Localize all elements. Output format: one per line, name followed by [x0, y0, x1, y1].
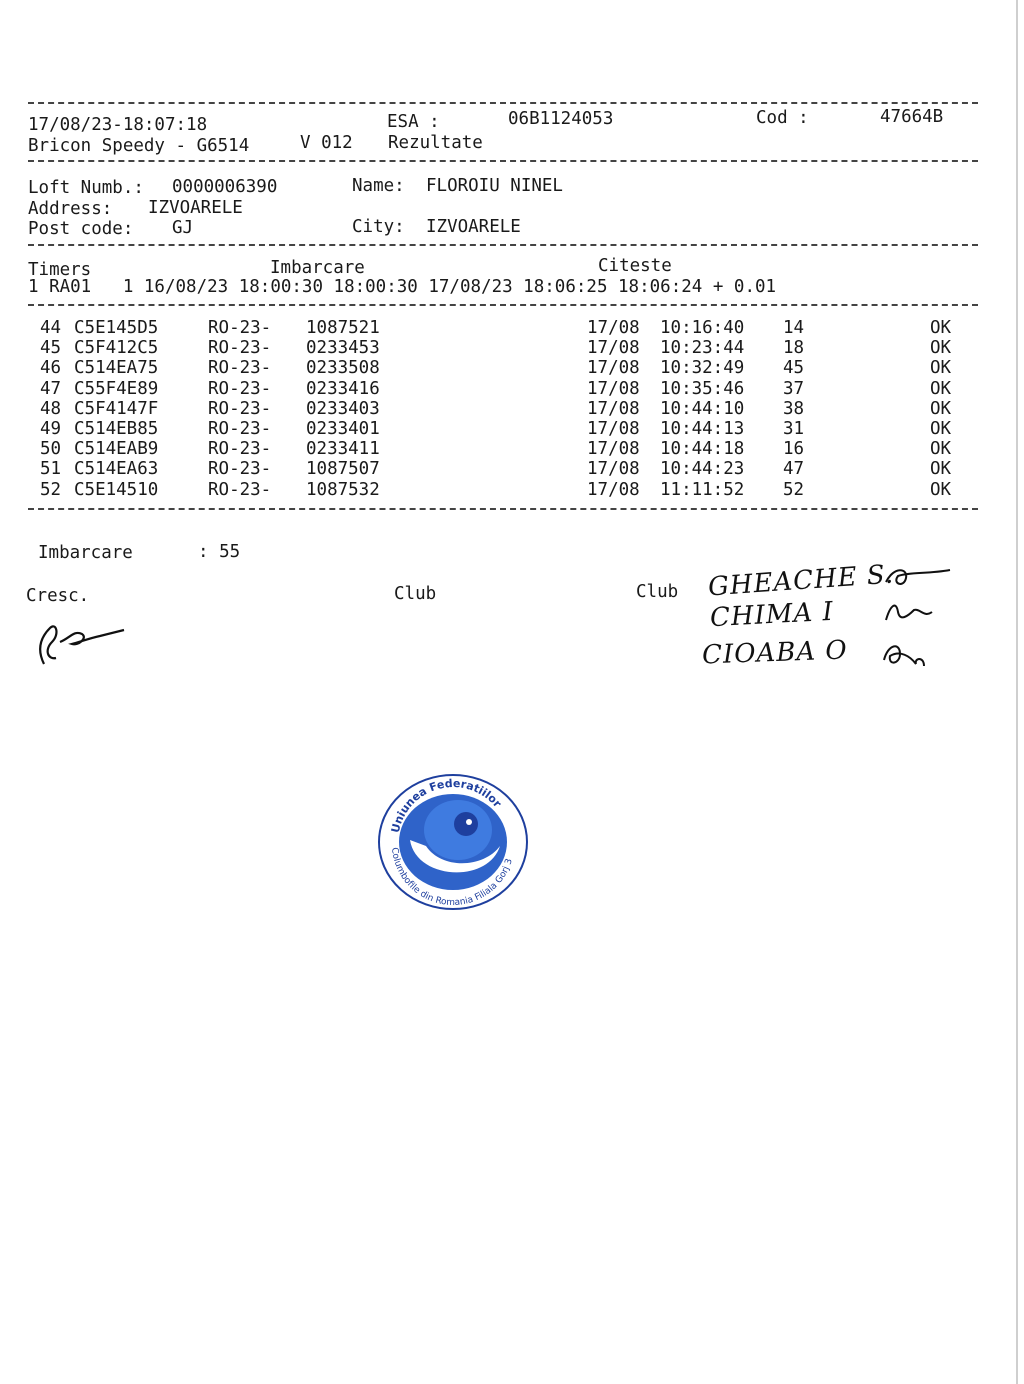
- status-ok: OK: [930, 318, 952, 338]
- ring-prefix: RO-23-: [208, 318, 272, 338]
- arrival-time: 10:35:46: [660, 378, 745, 399]
- separator: [28, 102, 978, 104]
- ring-prefix: RO-23-: [208, 419, 272, 439]
- table-row: [0, 358, 1024, 378]
- cresc-label: Cresc.: [26, 586, 90, 606]
- ring-number: 0233411: [306, 439, 380, 460]
- esa-value: 06B1124053: [508, 109, 614, 129]
- cresc-signature: [30, 608, 130, 670]
- ring-number: 1087521: [306, 318, 380, 338]
- row-number: 50: [40, 439, 62, 460]
- position: 18: [783, 338, 805, 359]
- arrival-date: 17/08: [587, 338, 640, 359]
- table-row: [0, 399, 1024, 419]
- device-version: V 012: [300, 133, 353, 153]
- arrival-date: 17/08: [587, 419, 640, 439]
- arrival-date: 17/08: [587, 358, 640, 379]
- city-value: IZVOARELE: [426, 217, 521, 237]
- status-ok: OK: [930, 338, 952, 359]
- arrival-time: 11:11:52: [660, 479, 745, 500]
- row-number: 49: [40, 419, 62, 439]
- stamp-text-top: Uniunea Federatiilor: [388, 776, 504, 835]
- timers-label: Timers: [28, 260, 92, 280]
- arrival-date: 17/08: [587, 459, 640, 480]
- status-ok: OK: [930, 479, 952, 500]
- address-label: Address:: [28, 199, 113, 219]
- arrival-time: 10:32:49: [660, 358, 745, 379]
- chip-id: C514EA63: [74, 459, 159, 480]
- handwritten-name: CIOABA O: [701, 635, 849, 671]
- club-label: Club: [394, 584, 437, 604]
- stamp-text-bottom: Columbofile din Romania Filiala Gorj 3: [389, 846, 515, 909]
- arrival-time: 10:44:18: [660, 439, 745, 460]
- row-number: 52: [40, 479, 62, 500]
- position: 45: [783, 358, 805, 379]
- esa-label: ESA :: [387, 112, 440, 132]
- loft-value: 0000006390: [172, 177, 278, 197]
- ring-number: 0233508: [306, 358, 380, 379]
- position: 37: [783, 378, 805, 399]
- status-ok: OK: [930, 378, 952, 399]
- address-value: IZVOARELE: [148, 198, 243, 218]
- club-signatures: [880, 560, 970, 680]
- ring-prefix: RO-23-: [208, 378, 272, 399]
- arrival-date: 17/08: [587, 398, 640, 419]
- row-number: 45: [40, 338, 62, 359]
- position: 47: [783, 459, 805, 480]
- ring-number: 0233453: [306, 338, 380, 359]
- table-row: [0, 419, 1024, 439]
- chip-id: C5F4147F: [74, 398, 159, 419]
- loft-label: Loft Numb.:: [28, 178, 144, 198]
- imbarcare-header: Imbarcare: [270, 258, 365, 278]
- table-row: [0, 318, 1024, 338]
- print-datetime: 17/08/23-18:07:18: [28, 115, 208, 135]
- table-row: [0, 379, 1024, 399]
- position: 52: [783, 479, 805, 500]
- ring-prefix: RO-23-: [208, 338, 272, 359]
- arrival-date: 17/08: [587, 318, 640, 338]
- cod-label: Cod :: [756, 108, 809, 128]
- row-number: 46: [40, 358, 62, 379]
- separator: [28, 304, 978, 306]
- position: 14: [783, 318, 805, 338]
- ring-number: 1087507: [306, 459, 380, 480]
- row-number: 48: [40, 398, 62, 419]
- ring-number: 0233401: [306, 419, 380, 439]
- ring-prefix: RO-23-: [208, 358, 272, 379]
- position: 31: [783, 419, 805, 439]
- timer-line: 1 RA01 1 16/08/23 18:00:30 18:00:30 17/08/23 18:06:25 18:06:24 + 0.01: [28, 277, 777, 297]
- device-name: Bricon Speedy - G6514: [28, 136, 250, 156]
- postcode-value: GJ: [172, 218, 194, 238]
- postcode-label: Post code:: [28, 219, 134, 239]
- status-ok: OK: [930, 439, 952, 460]
- table-row: [0, 480, 1024, 500]
- report-title: Rezultate: [388, 133, 483, 153]
- ring-number: 1087532: [306, 479, 380, 500]
- handwritten-name: CHIMA I: [709, 596, 835, 634]
- city-label: City:: [352, 217, 405, 237]
- arrival-date: 17/08: [587, 378, 640, 399]
- row-number: 51: [40, 459, 62, 480]
- arrival-date: 17/08: [587, 479, 640, 500]
- status-ok: OK: [930, 358, 952, 379]
- chip-id: C5E145D5: [74, 318, 159, 338]
- ring-number: 0233416: [306, 378, 380, 399]
- club-label-2: Club: [636, 582, 679, 602]
- chip-id: C514EB85: [74, 419, 159, 439]
- status-ok: OK: [930, 398, 952, 419]
- position: 16: [783, 439, 805, 460]
- ring-prefix: RO-23-: [208, 398, 272, 419]
- chip-id: C5E14510: [74, 479, 159, 500]
- separator: [28, 160, 978, 162]
- arrival-time: 10:44:10: [660, 398, 745, 419]
- imbarcare-total-label: Imbarcare: [38, 543, 133, 563]
- separator: [28, 508, 978, 510]
- official-stamp: [376, 772, 531, 912]
- table-row: [0, 459, 1024, 479]
- ring-prefix: RO-23-: [208, 479, 272, 500]
- chip-id: C514EAB9: [74, 439, 159, 460]
- table-row: [0, 439, 1024, 459]
- ring-number: 0233403: [306, 398, 380, 419]
- arrival-time: 10:44:23: [660, 459, 745, 480]
- chip-id: C5F412C5: [74, 338, 159, 359]
- row-number: 44: [40, 318, 62, 338]
- imbarcare-total-value: : 55: [198, 542, 241, 562]
- handwritten-name: GHEACHE S.: [707, 559, 895, 603]
- ring-prefix: RO-23-: [208, 439, 272, 460]
- name-value: FLOROIU NINEL: [426, 176, 563, 196]
- arrival-time: 10:23:44: [660, 338, 745, 359]
- arrival-time: 10:44:13: [660, 419, 745, 439]
- name-label: Name:: [352, 176, 405, 196]
- chip-id: C55F4E89: [74, 378, 159, 399]
- arrival-time: 10:16:40: [660, 318, 745, 338]
- separator: [28, 244, 978, 246]
- cod-value: 47664B: [880, 107, 944, 127]
- scan-edge: [1016, 0, 1018, 1384]
- chip-id: C514EA75: [74, 358, 159, 379]
- ring-prefix: RO-23-: [208, 459, 272, 480]
- position: 38: [783, 398, 805, 419]
- row-number: 47: [40, 378, 62, 399]
- status-ok: OK: [930, 419, 952, 439]
- arrival-date: 17/08: [587, 439, 640, 460]
- citeste-header: Citeste: [598, 256, 672, 276]
- table-row: [0, 338, 1024, 358]
- status-ok: OK: [930, 459, 952, 480]
